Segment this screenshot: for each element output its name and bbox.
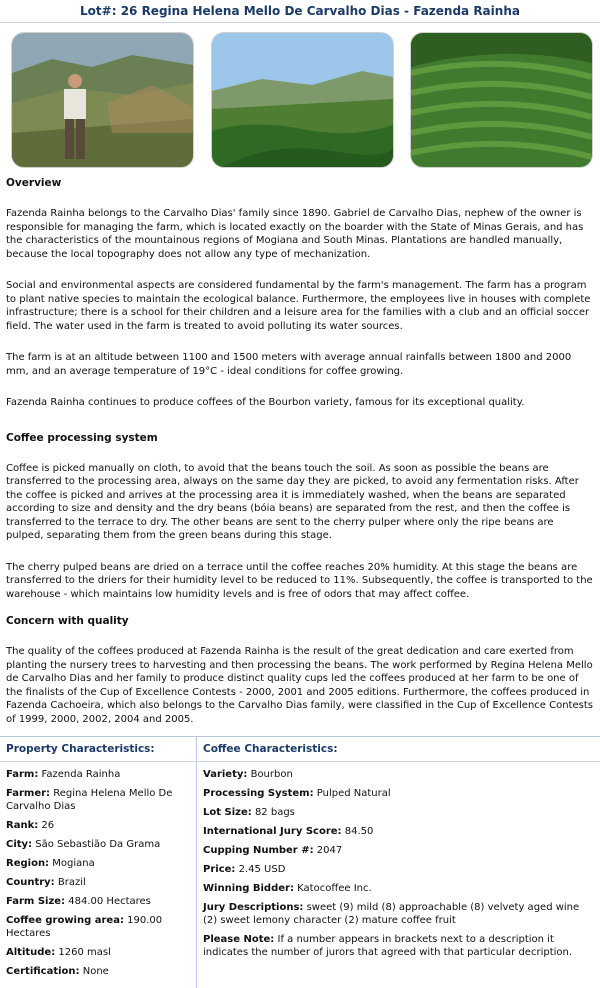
row-value: None xyxy=(82,966,109,977)
coffee-row xyxy=(203,787,594,800)
row-value: 82 bags xyxy=(254,807,295,818)
coffee-row xyxy=(203,844,594,857)
property-heading: Property Characteristics: xyxy=(0,743,196,762)
row-value: 2047 xyxy=(316,845,343,856)
row-label: Please Note: xyxy=(203,934,275,945)
row-label: Variety: xyxy=(203,769,248,780)
overview-heading: Overview xyxy=(6,177,62,189)
coffee-row xyxy=(203,863,594,876)
row-value: 84.50 xyxy=(344,826,374,837)
coffee-row xyxy=(203,806,594,819)
property-row xyxy=(6,876,190,889)
row-label: International Jury Score: xyxy=(203,826,342,837)
overview-paragraph: The farm is at an altitude between 1100 and 1500 meters with average annual rainfalls between 1800 and 2000 mm, and an average temperature of 19°C - ideal conditions for coffee growing. xyxy=(6,352,572,377)
row-value: Mogiana xyxy=(52,858,95,869)
row-label: Farmer: xyxy=(6,788,51,799)
row-label: Region: xyxy=(6,858,50,869)
row-label: Certification: xyxy=(6,966,80,977)
row-value: 484.00 Hectares xyxy=(68,896,151,907)
row-label: Altitude: xyxy=(6,947,56,958)
coffee-row xyxy=(203,768,594,781)
coffee-characteristics xyxy=(197,737,600,988)
property-row xyxy=(6,819,190,832)
coffee-row xyxy=(203,901,594,927)
row-value: Fazenda Rainha xyxy=(41,769,121,780)
processing-paragraph: The cherry pulped beans are dried on a terrace until the coffee reaches 20% humidity. At this stage the beans are transferred to the driers for their humidity level to be reduced to 11%. Subsequently, the coffee is transported to the warehouse - which maintains low humidity levels and is free of odors that may affect coffee. xyxy=(6,561,593,600)
row-value: Pulped Natural xyxy=(316,788,391,799)
property-row xyxy=(6,914,190,940)
row-label: Rank: xyxy=(6,820,39,831)
row-value: 1260 masl xyxy=(58,947,111,958)
valley-photo xyxy=(212,33,393,167)
row-label: Farm Size: xyxy=(6,896,66,907)
processing-paragraph: Coffee is picked manually on cloth, to avoid that the beans touch the soil. As soon as possible the beans are transferred to the processing area, always on the same day they are picked, to avoid any fermentation risks. After the coffee is picked and arrives at the processing area it is immediately washed, when the beans are separated according to size and density and the dry beans (bóia beans) are separated from the rest, and then the coffee is transferred to the terrace to dry. The other beans are sent to the cherry pulper where only the ripe beans are pulped, separating them from the green beans during this stage. xyxy=(6,462,579,541)
plantation-photo xyxy=(411,33,592,167)
row-value: 190.00 Hectares xyxy=(6,915,163,939)
row-label: Coffee growing area: xyxy=(6,915,124,926)
coffee-row xyxy=(203,825,594,838)
overview-paragraph: Fazenda Rainha continues to produce coffees of the Bourbon variety, famous for its exceptional quality. xyxy=(6,397,525,408)
quality-heading: Concern with quality xyxy=(6,615,129,627)
farmer-photo xyxy=(12,33,193,167)
quality-paragraph: The quality of the coffees produced at Fazenda Rainha is the result of the great dedication and care exerted from planting the nursery trees to harvesting and then processing the beans. The work performed by Regina Helena Mello de Carvalho Dias and her family to produce distinct quality cups led the coffees produced at her farm to be one of the finalists of the Cup of Excellence Contests - 2000, 2001 and 2005 editions. Furthermore, the coffees produced in Fazenda Cachoeira, which also belongs to the Carvalho Dias family, were classified in the Cup of Excellence Contests of 1999, 2000, 2002, 2004 and 2005. xyxy=(6,646,593,725)
row-value: sweet (9) mild (8) approachable (8) velvety aged wine (2) sweet lemony character (2) mature coffee fruit xyxy=(203,902,580,926)
property-row xyxy=(6,857,190,870)
property-row xyxy=(6,895,190,908)
row-value: Brazil xyxy=(57,877,86,888)
row-label: Farm: xyxy=(6,769,39,780)
row-value: Regina Helena Mello De Carvalho Dias xyxy=(6,788,173,812)
row-label: Cupping Number #: xyxy=(203,845,314,856)
row-label: Winning Bidder: xyxy=(203,883,294,894)
row-label: Lot Size: xyxy=(203,807,252,818)
row-label: City: xyxy=(6,839,33,850)
characteristics-table xyxy=(0,736,600,988)
row-value: 2.45 USD xyxy=(238,864,286,875)
property-row xyxy=(6,965,190,978)
coffee-heading: Coffee Characteristics: xyxy=(197,743,600,762)
photo-strip xyxy=(0,23,600,169)
row-value: Katocoffee Inc. xyxy=(297,883,372,894)
row-value: 26 xyxy=(41,820,55,831)
coffee-row xyxy=(203,933,594,959)
row-label: Price: xyxy=(203,864,236,875)
property-characteristics xyxy=(0,737,197,988)
row-label: Country: xyxy=(6,877,55,888)
page-title: Lot#: 26 Regina Helena Mello De Carvalho Dias - Fazenda Rainha xyxy=(0,0,600,23)
row-value: Bourbon xyxy=(250,769,293,780)
overview-paragraph: Social and environmental aspects are considered fundamental by the farm's management. The farm has a program to plant native species to maintain the ecological balance. Furthermore, the employees live in houses with complete infrastructure; there is a school for their children and a leisure area for the families with a club and an official soccer field. The water used in the farm is treated to avoid polluting its water sources. xyxy=(6,280,591,332)
row-value: If a number appears in brackets next to a description it indicates the number of jurors that agreed with that particular decription. xyxy=(203,934,573,958)
property-row xyxy=(6,768,190,781)
row-label: Jury Descriptions: xyxy=(203,902,304,913)
content xyxy=(0,169,600,726)
property-row xyxy=(6,946,190,959)
row-label: Processing System: xyxy=(203,788,314,799)
property-row xyxy=(6,787,190,813)
property-row xyxy=(6,838,190,851)
processing-heading: Coffee processing system xyxy=(6,431,158,444)
row-value: São Sebastião Da Grama xyxy=(35,839,161,850)
overview-paragraph: Fazenda Rainha belongs to the Carvalho Dias' family since 1890. Gabriel de Carvalho Dias, nephew of the owner is responsible for managing the farm, which is located exactly on the boarder with the State of Minas Gerais, and has the characteristics of the mountainous regions of Mogiana and South Minas. Plantations are handled manually, because the local topography does not allow any type of mechanization. xyxy=(6,208,584,260)
coffee-row xyxy=(203,882,594,895)
